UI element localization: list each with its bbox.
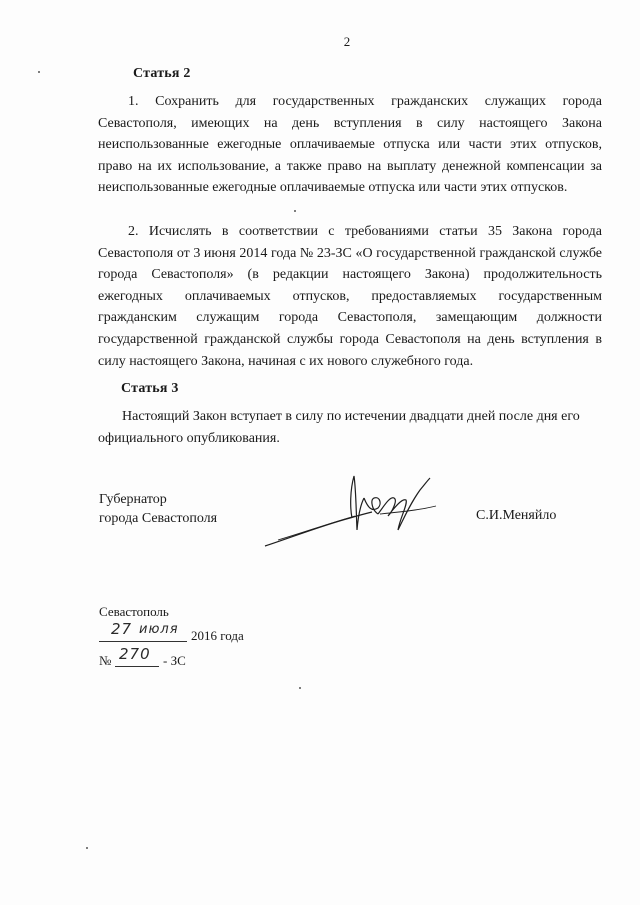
law-number: [99, 645, 239, 670]
signatory-title-line-2: города Севастополя: [99, 511, 218, 526]
article-2-paragraph-2: 2. Исчислять в соответствии с требованиями статьи 35 Закона города Севастополя от 3 июня 2014 года № 23-ЗС «О государственной гражданской службе города Севастополя» (в редакции настоящего Закона) продолжительность ежегодных оплачиваемых отпусков, предоставляемых государственным гражданским служащим города Севастополя, замещающим должности государственной гражданской службы города Севастополя на день вступления в силу настоящего Закона, начиная с их нового служебного года.: [98, 224, 602, 369]
signing-city: Севастополь: [99, 604, 169, 619]
scan-speck: [299, 687, 301, 689]
number-value: 270: [119, 645, 151, 663]
number-sign: №: [99, 653, 112, 668]
page-number: 2: [343, 34, 351, 49]
scan-speck: [86, 847, 88, 849]
article-3-heading: Статья 3: [121, 381, 179, 396]
date-month: июля: [139, 622, 179, 637]
number-underline: [115, 666, 159, 667]
date-day: 27: [111, 620, 133, 638]
signatory-name: С.И.Меняйло: [476, 508, 557, 523]
article-3-paragraph: Настоящий Закон вступает в силу по истечении двадцати дней после дня его официального опубликования.: [98, 409, 580, 446]
signatory-title-line-1: Губернатор: [99, 492, 167, 507]
article-2-paragraph-1: 1. Сохранить для государственных гражданских служащих города Севастополя, имеющих на день вступления в силу настоящего Закона неиспользованные ежегодные оплачиваемые отпуска или части этих отпусков, право на их использование, а также право на выплату денежной компенсации за неиспользованные ежегодные оплачиваемые отпуска или части этих отпусков.: [98, 94, 602, 196]
handwritten-signature: [260, 468, 440, 553]
scan-speck: [294, 210, 296, 212]
date-year: 2016 года: [191, 628, 244, 643]
number-suffix: - ЗС: [163, 653, 186, 668]
scan-speck: [38, 71, 40, 73]
article-2-heading: Статья 2: [133, 66, 191, 81]
date-underline: [99, 641, 187, 642]
signatory-title: [99, 490, 217, 528]
